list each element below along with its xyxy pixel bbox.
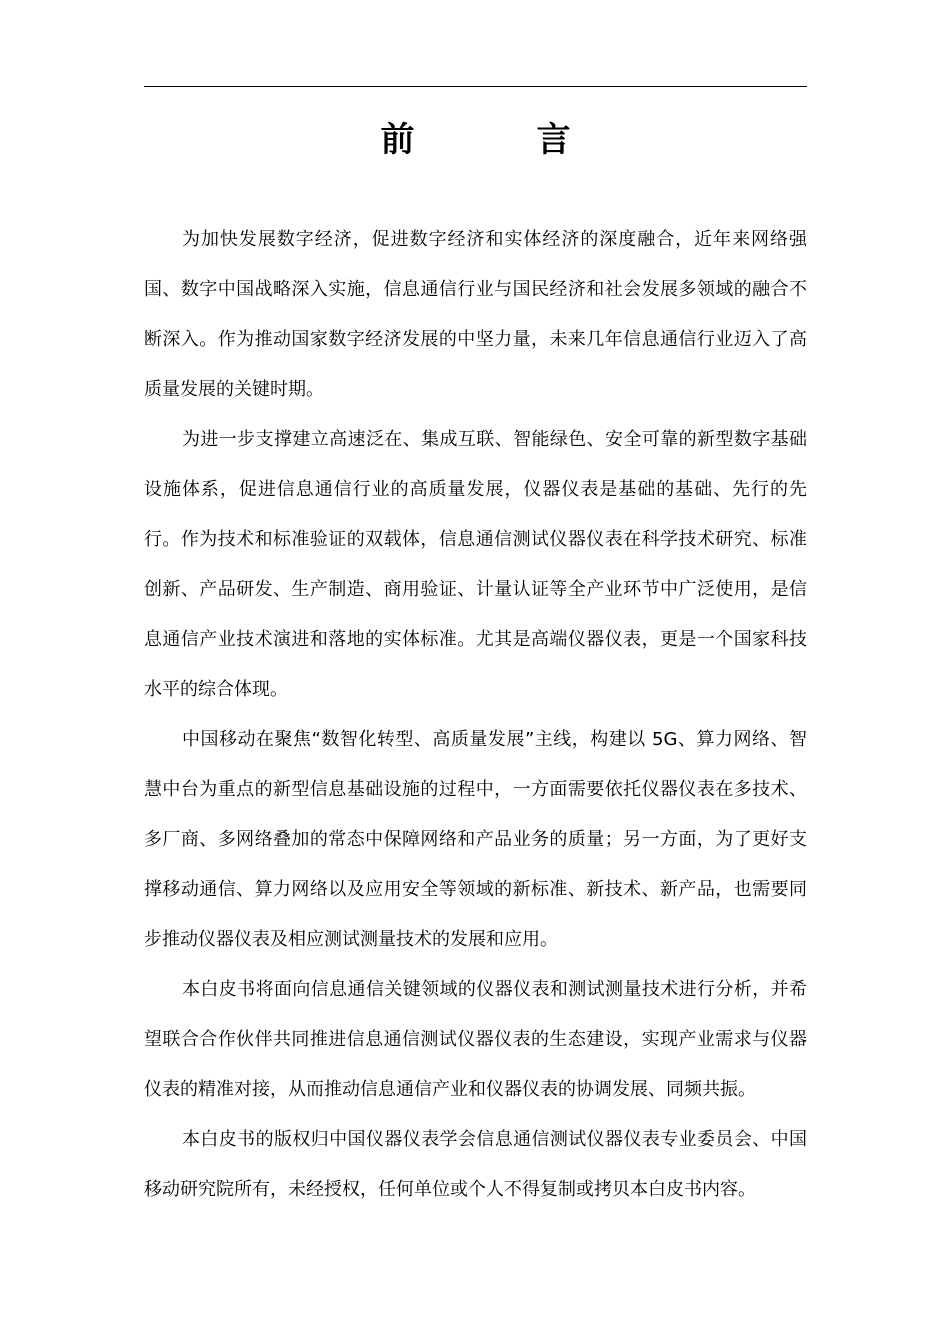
paragraph-4: 本白皮书将面向信息通信关键领域的仪器仪表和测试测量技术进行分析，并希望联合合作伙伴共同推进信息通信测试仪器仪表的生态建设，实现产业需求与仪器仪表的精准对接，从而推动信息通信产业和仪器仪表的协调发展、同频共振。 (144, 979, 807, 1100)
page-title: 前 言 (380, 120, 615, 160)
paragraph-2: 为进一步支撑建立高速泛在、集成互联、智能绿色、安全可靠的新型数字基础设施体系，促进信息通信行业的高质量发展，仪器仪表是基础的基础、先行的先行。作为技术和标准验证的双载体，信息通信测试仪器仪表在科学技术研究、标准创新、产品研发、生产制造、商用验证、计量认证等全产业环节中广泛使用，是信息通信产业技术演进和落地的实体标准。尤其是高端仪器仪表，更是一个国家科技水平的综合体现。 (144, 429, 807, 700)
paragraph-1: 为加快发展数字经济，促进数字经济和实体经济的深度融合，近年来网络强国、数字中国战略深入实施，信息通信行业与国民经济和社会发展多领域的融合不断深入。作为推动国家数字经济发展的中坚力量，未来几年信息通信行业迈入了高质量发展的关键时期。 (144, 229, 807, 400)
preface-body (144, 215, 807, 1215)
paragraph-3: 中国移动在聚焦“数智化转型、高质量发展”主线，构建以 5G、算力网络、智慧中台为重点的新型信息基础设施的过程中，一方面需要依托仪器仪表在多技术、多厂商、多网络叠加的常态中保障网络和产品业务的质量；另一方面，为了更好支撑移动通信、算力网络以及应用安全等领域的新标准、新技术、新产品，也需要同步推动仪器仪表及相应测试测量技术的发展和应用。 (144, 729, 807, 950)
paragraph-5: 本白皮书的版权归中国仪器仪表学会信息通信测试仪器仪表专业委员会、中国移动研究院所有，未经授权，任何单位或个人不得复制或拷贝本白皮书内容。 (144, 1129, 807, 1200)
header-rule (144, 86, 807, 87)
